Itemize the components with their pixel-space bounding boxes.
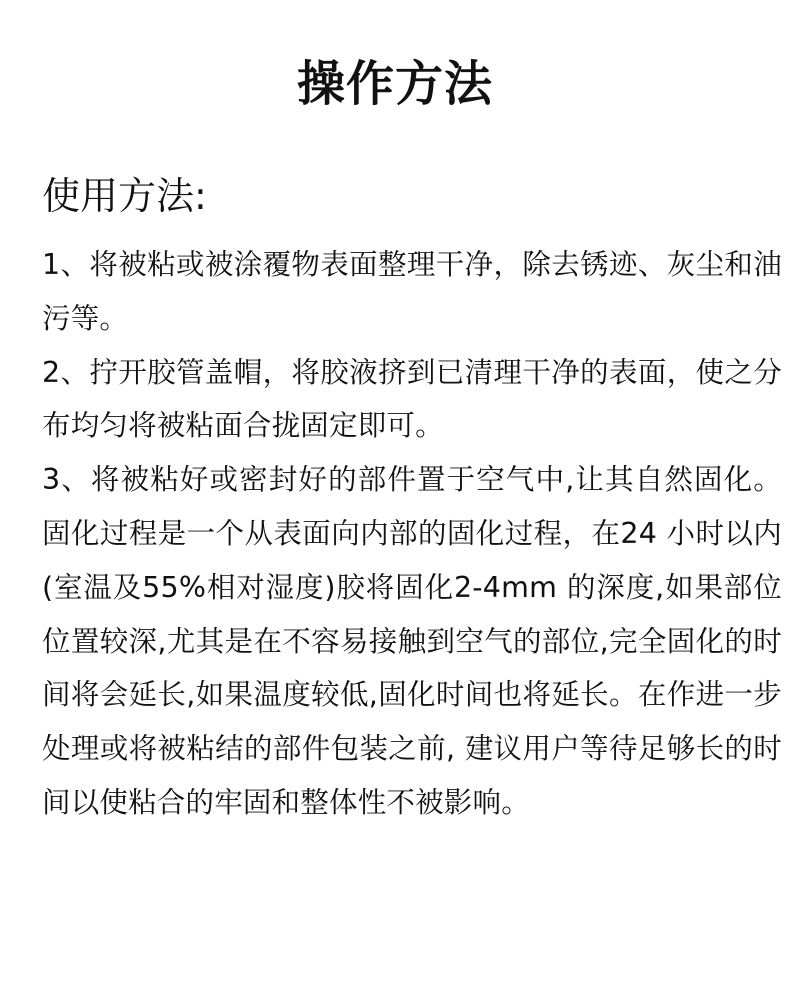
instruction-step-1: 1、将被粘或被涂覆物表面整理干净，除去锈迹、灰尘和油污等。	[42, 248, 782, 335]
instruction-step-3: 3、将被粘好或密封好的部件置于空气中,让其自然固化。固化过程是一个从表面向内部的固化过程，在24 小时以内(室温及55%相对湿度)胶将固化2-4mm 的深度,如果部位位置较深,尤其是在不容易接触到空气的部位,完全固化的时间将会延长,如果温度较低,固化时间也将延长。在作进一步处理或将被粘结的部件包装之前, 建议用户等待足够长的时间以使粘合的牢固和整体性不被影响。	[42, 463, 782, 819]
section-heading: 使用方法:	[42, 174, 207, 218]
instructions-body	[42, 238, 782, 830]
instruction-step-2: 2、拧开胶管盖帽，将胶液挤到已清理干净的表面，使之分布均匀将被粘面合拢固定即可。	[42, 355, 782, 443]
page-title: 操作方法	[296, 56, 493, 112]
